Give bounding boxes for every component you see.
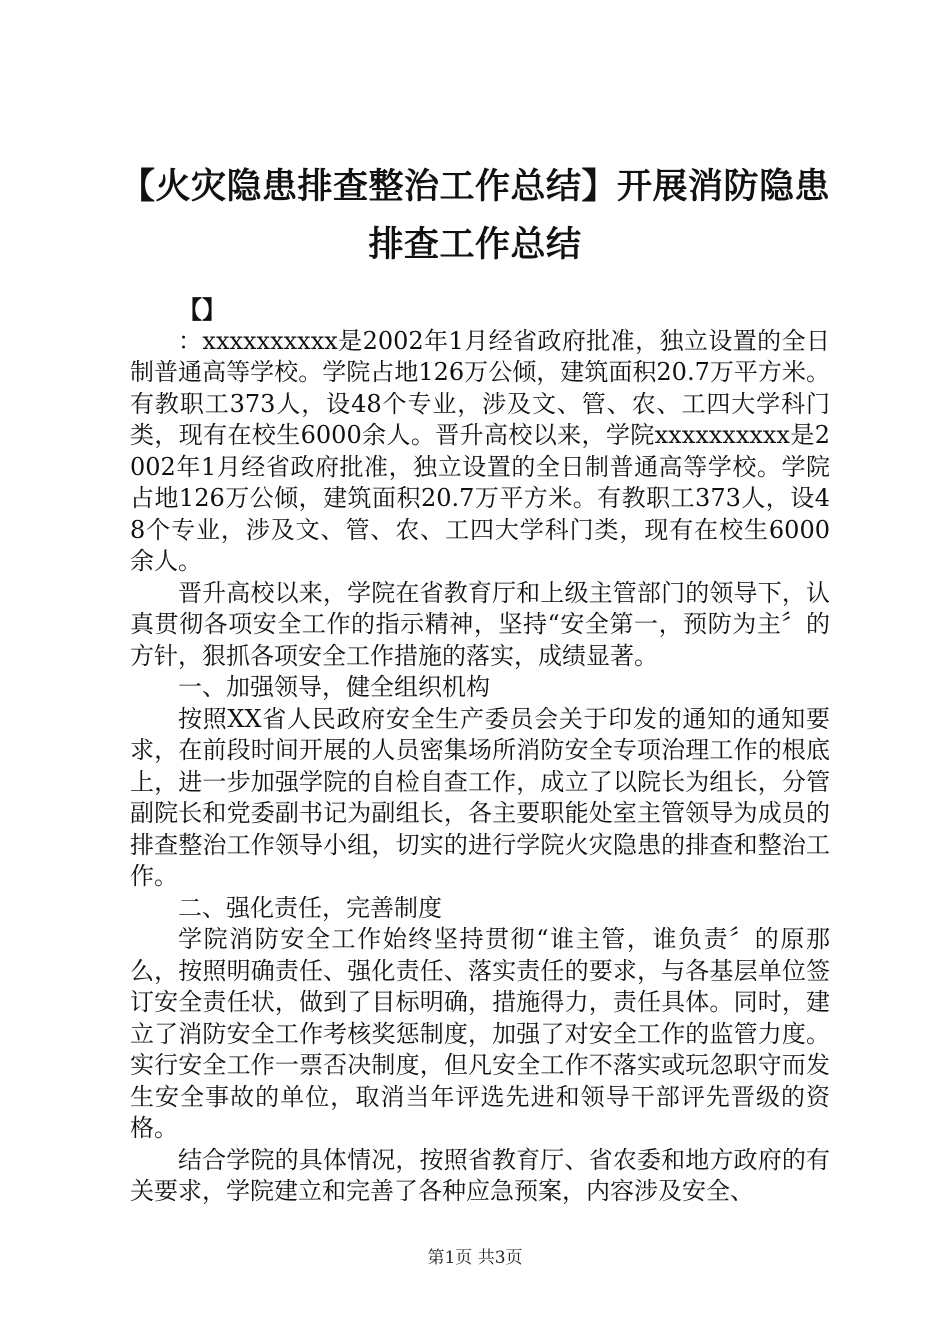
paragraph-emergency-plans: 结合学院的具体情况，按照省教育厅、省农委和地方政府的有关要求，学院建立和完善了各种应急预案，内容涉及安全、 <box>130 1145 830 1205</box>
paragraph-intro: ：xxxxxxxxxx是2002年1月经省政府批准，独立设置的全日制普通高等学校。学院占地126万公倾，建筑面积20.7万平方米。有教职工373人，设48个专业，涉及文、管、农、工四大学科门类，现有在校生6000余人。晋升高校以来，学院xxxxxxxxxx是2002年1月经省政府批准，独立设置的全日制普通高等学校。学院占地126万公倾，建筑面积20.7万平方米。有教职工373人，设48个专业，涉及文、管、农、工四大学科门类，现有在校生6000余人。 <box>130 326 830 575</box>
document-title <box>100 158 850 274</box>
paragraph-achievements: 晋升高校以来，学院在省教育厅和上级主管部门的领导下，认真贯彻各项安全工作的指示精神，坚持“安全第一，预防为主〞的方针，狠抓各项安全工作措施的落实，成绩显著。 <box>130 578 830 670</box>
title-line-1: 【火灾隐患排查整治工作总结】开展消防隐患 <box>119 166 830 207</box>
placeholder-bracket: 【】 <box>178 295 226 324</box>
title-line-2: 排查工作总结 <box>368 224 582 265</box>
page-footer: 第1页 共3页 <box>427 1248 523 1268</box>
paragraph-responsibility: 学院消防安全工作始终坚持贯彻“谁主管，谁负责〞的原那么，按照明确责任、强化责任、落实责任的要求，与各基层单位签订安全责任状，做到了目标明确，措施得力，责任具体。同时，建立了消防安全工作考核奖惩制度，加强了对安全工作的监管力度。实行安全工作一票否决制度，但凡安全工作不落实或玩忽职守而发生安全事故的单位，取消当年评选先进和领导干部评先晋级的资格。 <box>130 925 830 1142</box>
document-body <box>130 294 830 1208</box>
paragraph-leadership: 按照XX省人民政府安全生产委员会关于印发的通知的通知要求，在前段时间开展的人员密集场所消防安全专项治理工作的根底上，进一步加强学院的自检自查工作，成立了以院长为组长，分管副院长和党委副书记为副组长，各主要职能处室主管领导为成员的排查整治工作领导小组，切实的进行学院火灾隐患的排查和整治工作。 <box>130 704 830 890</box>
section-heading-2: 二、强化责任，完善制度 <box>178 893 442 922</box>
section-heading-1: 一、加强领导，健全组织机构 <box>178 673 490 701</box>
